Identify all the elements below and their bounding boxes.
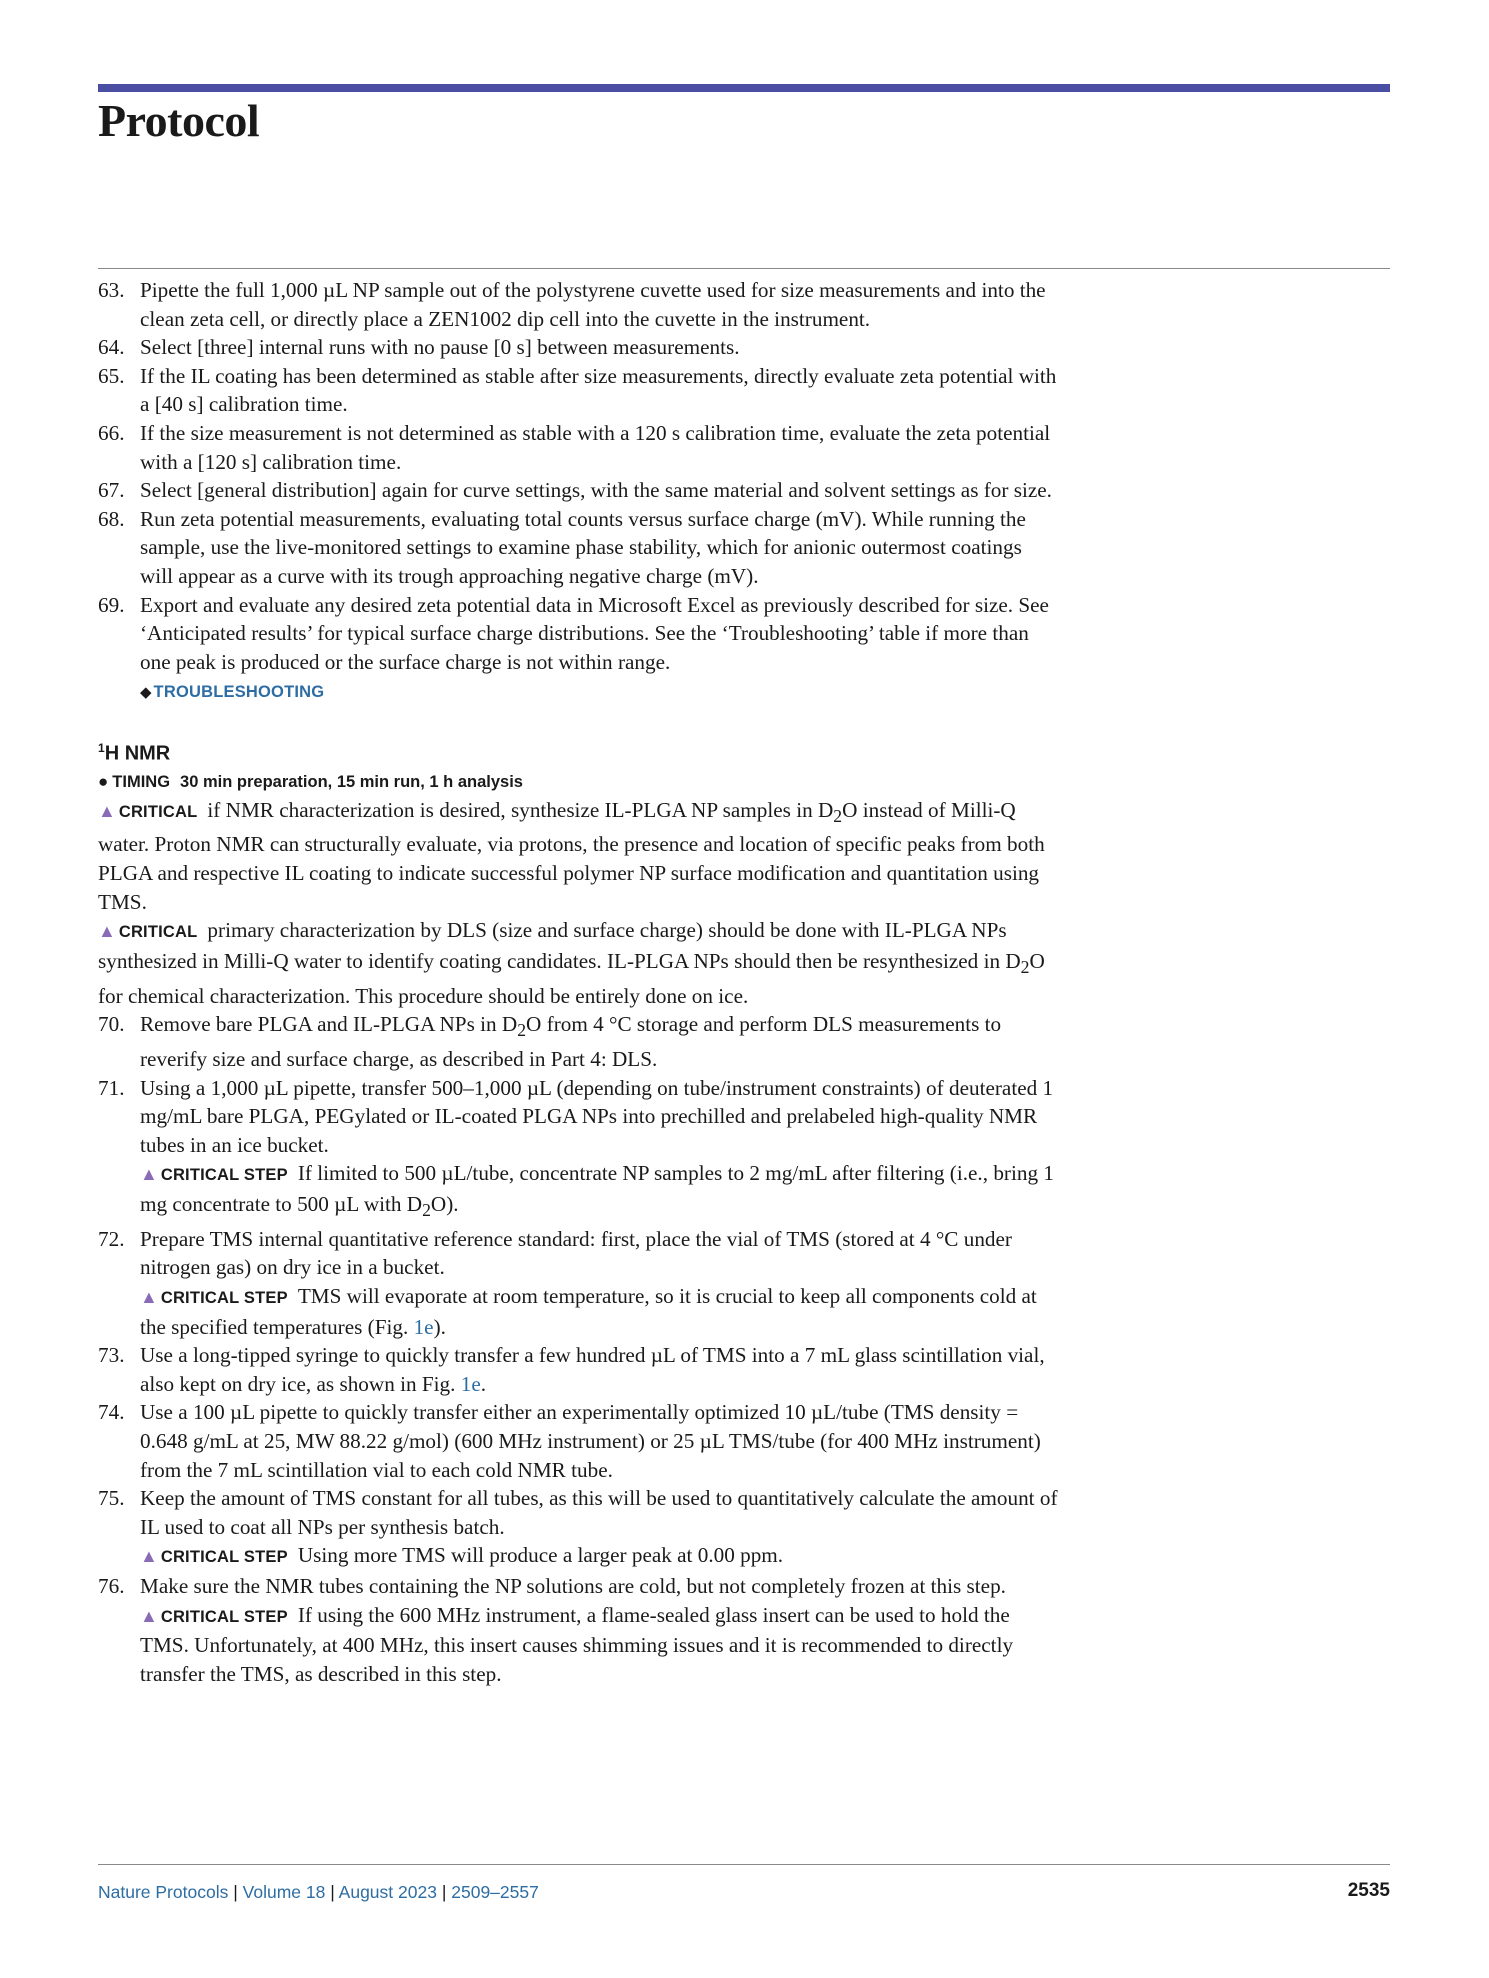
troubleshooting-link[interactable]: TROUBLESHOOTING [153,683,325,702]
figure-link[interactable]: 1e [460,1371,481,1396]
superscript-one: 1 [98,740,105,755]
critical-step-label: CRITICAL STEP [160,1607,288,1626]
step-number: 67. [98,478,125,503]
critical-text-cont: O for chemical characterization. This procedure should be entirely done on ice. [98,948,1045,1008]
step-63 [98,276,1058,333]
step-text: Keep the amount of TMS constant for all tubes, as this will be used to quantitatively calculate the amount of IL used to coat all NPs per synthesis batch. [140,1486,1058,1539]
step-65 [98,362,1058,419]
step-76 [98,1572,1058,1688]
section-heading-nmr [98,734,1058,768]
subscript: 2 [1020,957,1030,977]
page-title: Protocol [98,95,260,146]
warning-triangle-icon: ▲ [140,1546,158,1567]
step-71 [98,1074,1058,1225]
step-72 [98,1225,1058,1341]
bullet-icon: ● [98,771,109,791]
warning-triangle-icon: ▲ [140,1287,158,1307]
subscript: 2 [422,1200,431,1221]
step-number: 70. [98,1012,125,1037]
critical-note-2 [98,916,1058,1010]
step-text: Run zeta potential measurements, evaluating total counts versus surface charge (mV). While running the sample, use the live-monitored settings to examine phase stability, which for anionic outermost coatings will appear as a curve with its trough approaching negative charge (mV). [140,506,1026,588]
step-number: 73. [98,1343,125,1368]
step-text: Using a 1,000 µL pipette, transfer 500–1,000 µL (depending on tube/instrument constraints) of deuterated 1 mg/mL bare PLGA, PEGylated or IL-coated PLGA NPs into prechilled and prelabeled high-quality NMR tubes in an ice bucket. [140,1075,1054,1157]
step-67 [98,476,1058,505]
critical-step-text-cont: O). [430,1191,459,1216]
critical-text: if NMR characterization is desired, synthesize IL-PLGA NP samples in D [207,797,834,822]
volume: Volume 18 [242,1882,326,1902]
step-number: 69. [98,592,125,617]
critical-step-label: CRITICAL STEP [160,1548,288,1567]
warning-triangle-icon: ▲ [98,800,116,821]
step-number: 66. [98,420,125,445]
step-text: Select [three] internal runs with no pause [0 s] between measurements. [140,335,740,360]
step-69 [98,591,1058,708]
step-text-cont: O from 4 °C storage and perform DLS measurements to reverify size and surface charge, as described in Part 4: DLS. [140,1012,1002,1072]
subscript: 2 [833,805,843,826]
step-text: If the size measurement is not determined as stable with a 120 s calibration time, evaluate the zeta potential with a [120 s] calibration time. [140,420,1051,474]
timing-line [98,768,1058,796]
step-text: Select [general distribution] again for curve settings, with the same material and solvent settings as for size. [140,478,1052,503]
step-text: Make sure the NMR tubes containing the NP solutions are cold, but not completely frozen at this step. [140,1573,1006,1598]
critical-step-label: CRITICAL STEP [160,1166,288,1185]
critical-step-label: CRITICAL STEP [160,1289,288,1307]
critical-step-text: If limited to 500 µL/tube, concentrate NP samples to 2 mg/mL after filtering (i.e., bring 1 mg concentrate to 500 µL with D [140,1161,1054,1216]
timing-text: 30 min preparation, 15 min run, 1 h analysis [180,772,523,791]
step-text: Prepare TMS internal quantitative reference standard: first, place the vial of TMS (stored at 4 °C under nitrogen gas) on dry ice in a bucket. [140,1226,1012,1280]
troubleshooting-marker [140,676,1058,708]
critical-text: primary characterization by DLS (size and surface charge) should be done with IL-PLGA NPs synthesized in Milli-Q water to identify coating candidates. IL-PLGA NPs should then be resynthesized in D [98,918,1021,973]
footer-separator: | [233,1882,238,1902]
step-64 [98,333,1058,362]
issue-date: August 2023 [338,1882,437,1902]
step-text: Export and evaluate any desired zeta potential data in Microsoft Excel as previously described for size. See ‘Anticipated results’ for typical surface charge distributions. See the ‘Troubleshooting’ table if more than one peak is produced or the surface charge is not within range. [140,592,1049,674]
critical-step-note [140,1541,1058,1572]
step-number: 63. [98,278,125,302]
step-number: 64. [98,335,125,360]
step-text: Pipette the full 1,000 µL NP sample out of the polystyrene cuvette used for size measurements and into the clean zeta cell, or directly place a ZEN1002 dip cell into the cuvette in the instrument. [140,278,1046,331]
step-number: 75. [98,1486,125,1511]
step-74 [98,1398,1058,1484]
critical-step-note [140,1282,1058,1341]
footer-separator: | [441,1882,447,1902]
step-number: 72. [98,1226,125,1251]
critical-step-text: Using more TMS will produce a larger peak at 0.00 ppm. [297,1543,784,1568]
diamond-icon: ◆ [140,685,152,702]
figure-link[interactable]: 1e [413,1314,434,1339]
step-number: 68. [98,506,125,531]
critical-note-1 [98,796,1058,917]
section-heading-text: H NMR [104,742,171,765]
step-68 [98,505,1058,591]
header-accent-bar [98,84,1390,92]
step-text: Remove bare PLGA and IL-PLGA NPs in D [140,1012,518,1037]
warning-triangle-icon: ▲ [98,921,116,942]
footer-citation [98,1882,539,1903]
step-text: Use a long-tipped syringe to quickly transfer a few hundred µL of TMS into a 7 mL glass scintillation vial, also kept on dry ice, as shown in Fig. [140,1343,1045,1396]
footer-rule [98,1864,1390,1865]
footer-separator: | [330,1882,335,1902]
step-number: 71. [98,1075,125,1100]
step-text-cont: . [480,1371,487,1396]
step-66 [98,419,1058,476]
critical-step-text-cont: ). [433,1314,446,1339]
critical-label: CRITICAL [118,802,198,821]
step-text: Use a 100 µL pipette to quickly transfer either an experimentally optimized 10 µL/tube (TMS density = 0.648 g/mL at 25, MW 88.22 g/mol) (600 MHz instrument) or 25 µL TMS/tube (for 400 MHz instrument) from the 7 mL scintillation vial to each cold NMR tube. [140,1400,1041,1482]
step-number: 74. [98,1400,125,1425]
main-content [98,276,1058,1688]
warning-triangle-icon: ▲ [140,1164,158,1185]
critical-step-note [140,1601,1058,1689]
step-text: If the IL coating has been determined as stable after size measurements, directly evaluate zeta potential with a [40 s] calibration time. [140,363,1057,417]
header-rule [98,268,1390,269]
step-number: 76. [98,1573,125,1598]
critical-text-cont: O instead of Milli-Q water. Proton NMR can structurally evaluate, via protons, the presence and location of specific peaks from both PLGA and respective IL coating to indicate successful polymer NP surface modification and quantitation using TMS. [98,797,1045,914]
subscript: 2 [517,1020,527,1041]
step-number: 65. [98,363,125,388]
step-75 [98,1484,1058,1572]
journal-name[interactable]: Nature Protocols [98,1882,229,1902]
step-73 [98,1341,1058,1398]
critical-step-text: TMS will evaporate at room temperature, so it is crucial to keep all components cold at the specified temperatures (Fig. [140,1284,1037,1339]
warning-triangle-icon: ▲ [140,1605,158,1626]
page-number: 2535 [1347,1880,1390,1901]
step-70 [98,1010,1058,1073]
critical-step-text: If using the 600 MHz instrument, a flame-sealed glass insert can be used to hold the TMS. Unfortunately, at 400 MHz, this insert causes shimming issues and it is recommended to directly transfer the TMS, as described in this step. [140,1602,1014,1686]
critical-label: CRITICAL [118,923,198,942]
critical-step-note [140,1159,1058,1224]
timing-label: TIMING [112,772,171,791]
page-range: 2509–2557 [451,1882,539,1902]
